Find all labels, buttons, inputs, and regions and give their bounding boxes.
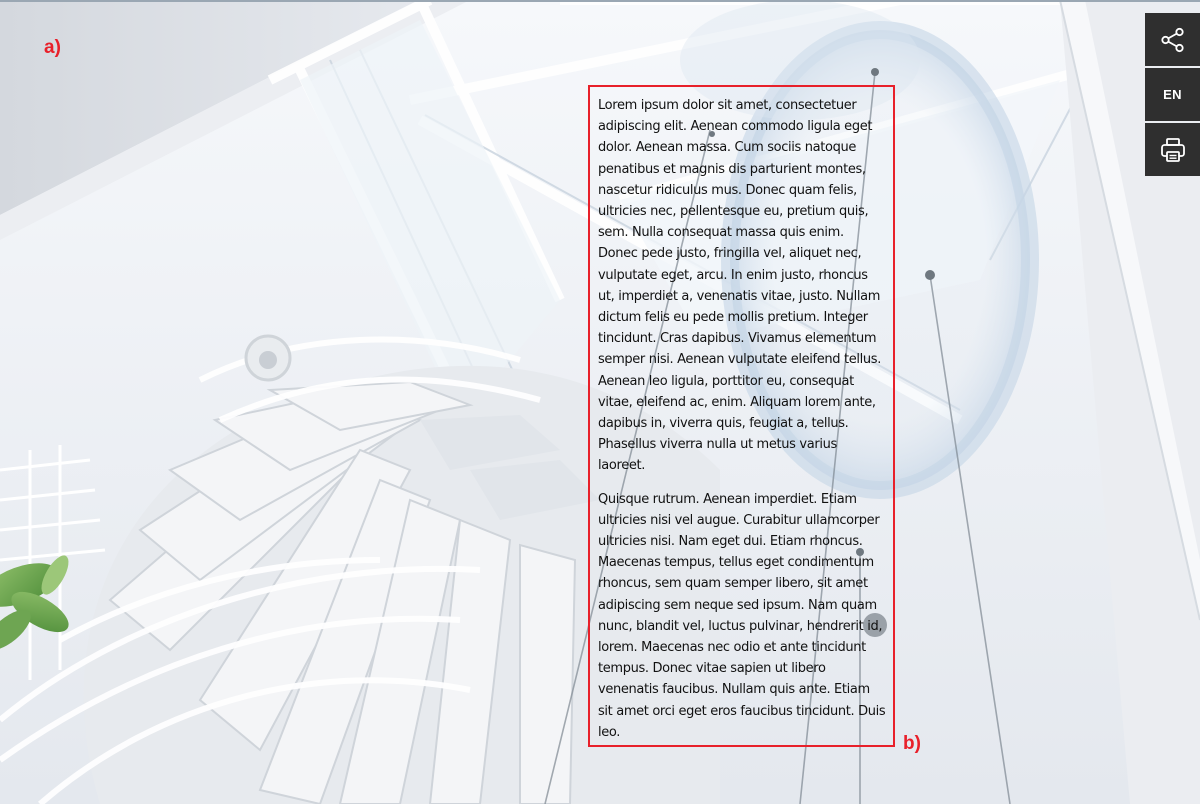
language-label: EN	[1163, 87, 1182, 102]
share-icon	[1160, 27, 1186, 53]
text-paragraph-1: Lorem ipsum dolor sit amet, consectetuer adipiscing elit. Aenean commodo ligula eget dolor. Aenean massa. Cum sociis natoque penatibus et magnis dis parturient montes, nascetur ridiculus mus. Donec quam felis, ultricies nec, pellentesque eu, pretium quis, sem. Nulla consequat massa quis enim. Donec pede justo, fringilla vel, aliquet nec, vulputate eget, arcu. In enim justo, rhoncus ut, imperdiet a, venenatis vitae, justo. Nullam dictum felis eu pede mollis pretium. Integer tincidunt. Cras dapibus. Vivamus elementum semper nisi. Aenean vulputate eleifend tellus. Aenean leo ligula, porttitor eu, consequat vitae, eleifend ac, enim. Aliquam lorem ante, dapibus in, viverra quis, feugiat a, tellus. Phasellus viverra nulla ut metus varius laoreet.	[598, 98, 882, 474]
text-paragraph-2: Quisque rutrum. Aenean imperdiet. Etiam ultricies nisi vel augue. Curabitur ullamcorper ultricies nisi. Nam eget dui. Etiam rhoncus. Maecenas tempus, tellus eget condimentum rhoncus, sem quam semper libero, sit amet adipiscing sem neque sed ipsum. Nam quam nunc, blandit vel, luctus pulvinar, hendrerit id, lorem. Maecenas nec odio et ante tincidunt tempus. Donec vitae sapien ut libero venenatis faucibus. Nullam quis ante. Etiam sit amet orci eget eros faucibus tincidunt. Duis leo.	[598, 491, 886, 740]
print-icon	[1159, 136, 1187, 164]
annotated-text-box	[588, 85, 895, 747]
share-button[interactable]	[1145, 13, 1200, 66]
annotation-label-b: b)	[903, 733, 921, 754]
print-button[interactable]	[1145, 123, 1200, 176]
side-toolbar	[1145, 13, 1200, 178]
language-button[interactable]	[1145, 68, 1200, 121]
annotation-label-a: a)	[44, 37, 61, 58]
top-border-line	[0, 0, 1200, 2]
